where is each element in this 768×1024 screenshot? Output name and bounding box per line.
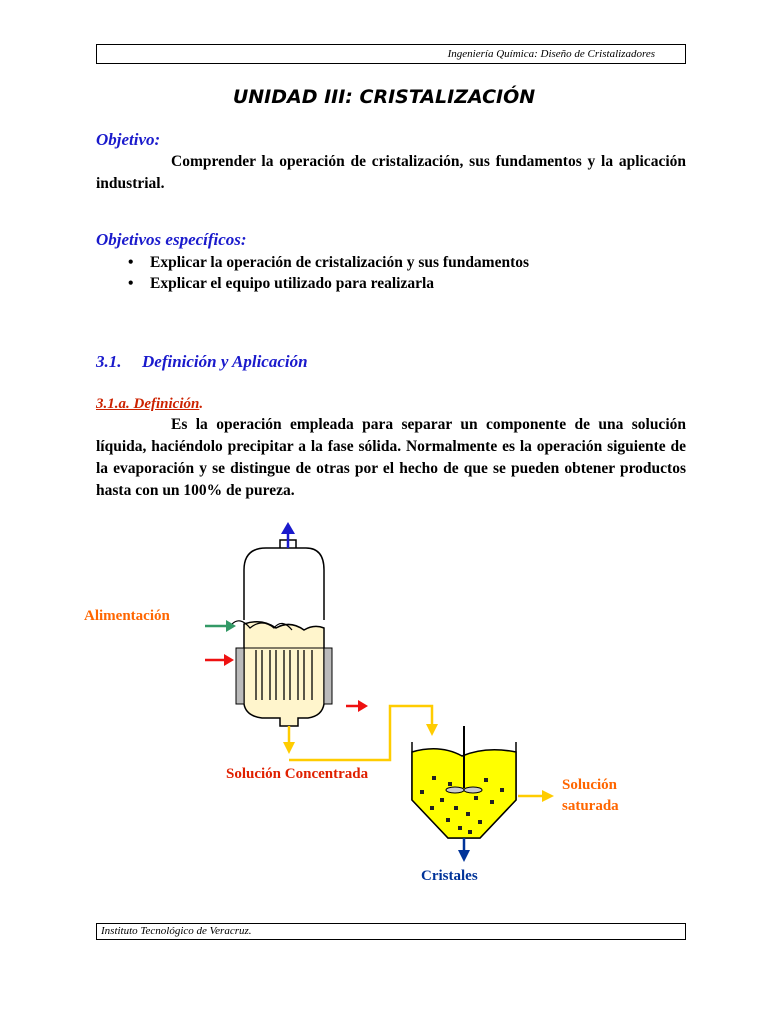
down-arrow-icon (426, 724, 438, 736)
list-item: • Explicar el equipo utilizado para realizarla (128, 273, 529, 294)
crystallizer-tank (412, 726, 516, 838)
subsection-heading: 3.1.a. Definición. (96, 396, 204, 412)
subsection-label: 3.1.a. Definición (96, 396, 200, 412)
evaporator-vessel (232, 540, 332, 726)
specific-objectives-list (128, 252, 529, 294)
down-arrow-icon (458, 850, 470, 862)
concentrated-solution-label: Solución Concentrada (226, 766, 369, 782)
objective-heading: Objetivo: (96, 130, 161, 149)
right-arrow-icon (224, 654, 234, 666)
feed-label: Alimentación (84, 608, 170, 624)
specific-objectives-heading: Objetivos específicos: (96, 230, 247, 249)
page-header (96, 44, 686, 64)
right-arrow-icon (542, 790, 554, 802)
section-heading (96, 352, 308, 372)
crystallizer-diagram (0, 510, 768, 890)
list-item: • Explicar la operación de cristalización y sus fundamentos (128, 252, 529, 273)
unit-title: UNIDAD III: CRISTALIZACIÓN (232, 86, 536, 108)
up-arrow-icon (281, 522, 295, 534)
page-footer (96, 923, 686, 940)
section-number: 3.1. (96, 352, 122, 371)
crystals-label: Cristales (421, 868, 478, 884)
footer-text: Instituto Tecnológico de Veracruz. (101, 925, 252, 937)
saturated-solution-label-2: saturada (562, 798, 619, 814)
down-arrow-icon (283, 742, 295, 754)
objective-text: Comprender la operación de cristalización, sus fundamentos y la aplicación industrial. (96, 153, 686, 192)
definition-text: Es la operación empleada para separar un componente de una solución líquida, haciéndolo precipitar a la fase sólida. Normalmente es la operación siguiente de la evaporación y se distingue de otras por el hecho de que se pueden obtener productos hasta con un 100% de pureza. (96, 416, 686, 499)
header-text: Ingeniería Química: Diseño de Cristalizadores (447, 48, 655, 60)
saturated-solution-label-1: Solución (562, 777, 618, 793)
section-title: Definición y Aplicación (142, 352, 308, 371)
right-arrow-icon (358, 700, 368, 712)
